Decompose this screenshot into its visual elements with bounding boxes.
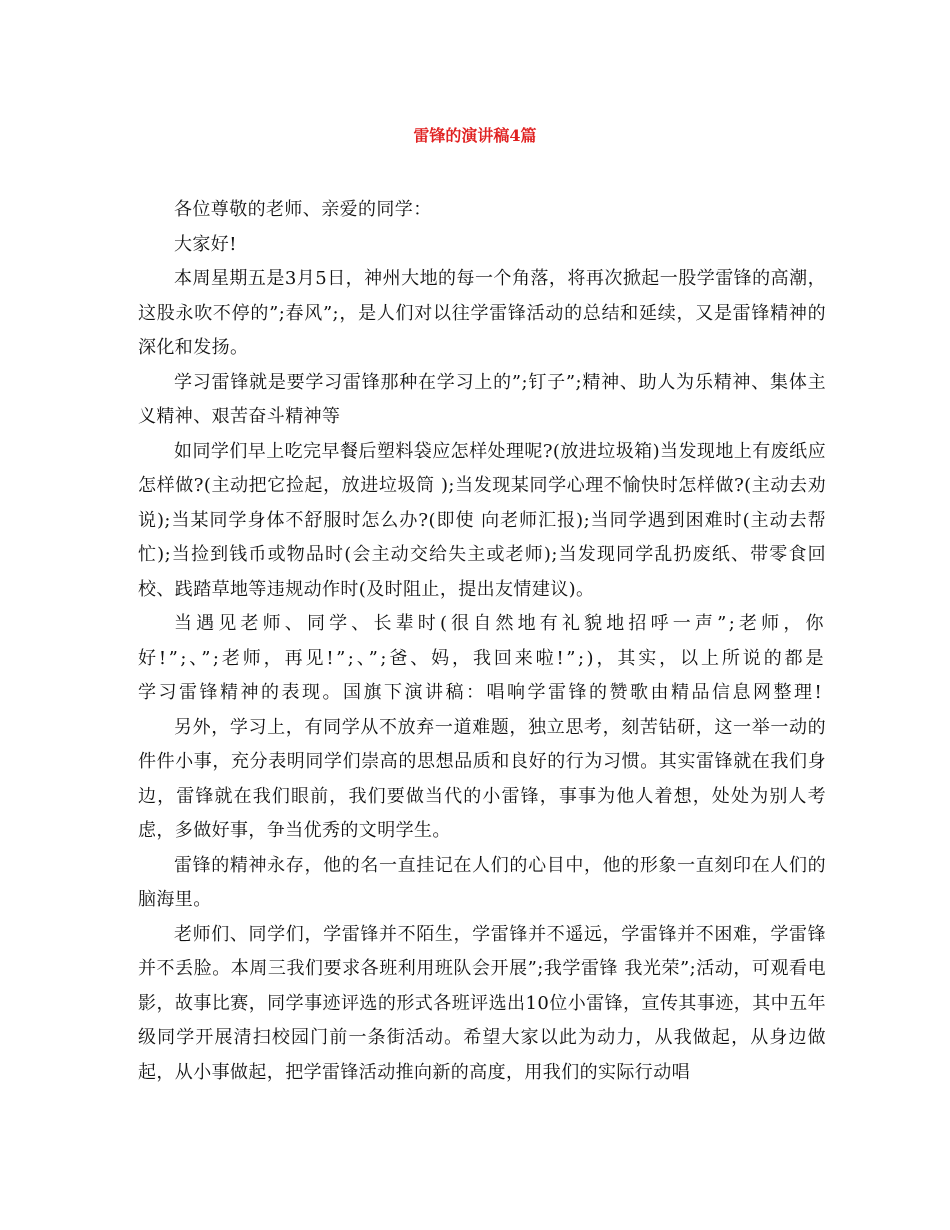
paragraph-spirit-lives: 雷锋的精神永存，他的名一直挂记在人们的心目中，他的形象一直刻印在人们的脑海里。: [138, 854, 826, 910]
paragraph-examples: 如同学们早上吃完早餐后塑料袋应怎样处理呢?(放进垃圾箱)当发现地上有废纸应怎样做?(主动把它捡起，放进垃圾筒 );当发现某同学心理不愉快时怎样做?(主动去劝说);当某同学身体不舒服时怎么办?(即使 向老师汇报);当同学遇到困难时(主动去帮忙);当捡到钱币或物品时(会主动交给失主或老师);当发现同学乱扔废纸、带零食回校、践踏草地等违规动作时(及时阻止，提出友情建议)。: [138, 440, 826, 600]
paragraph-greeting: 各位尊敬的老师、亲爱的同学：: [174, 199, 432, 220]
paragraph-study: 另外，学习上，有同学从不放弃一道难题，独立思考，刻苦钻研，这一举一动的件件小事，充分表明同学们崇高的思想品质和良好的行为习惯。其实雷锋就在我们身边，雷锋就在我们眼前，我们要做当代的小雷锋，事事为他人着想，处处为别人考虑，多做好事，争当优秀的文明学生。: [138, 716, 826, 841]
document-body: [138, 193, 826, 1090]
paragraph-intro: 本周星期五是3月5日，神州大地的每一个角落，将再次掀起一股学雷锋的高潮，这股永吹不停的”;春风”;，是人们对以往学雷锋活动的总结和延续，又是雷锋精神的深化和发扬。: [138, 268, 826, 358]
paragraph-learn-spirit: 学习雷锋就是要学习雷锋那种在学习上的”;钉子”;精神、助人为乐精神、集体主义精神、艰苦奋斗精神等: [138, 371, 826, 427]
paragraph-greetings-manners: 当遇见老师、同学、长辈时(很自然地有礼貌地招呼一声”;老师，你好!”;、”;老师，再见!”;、”;爸、妈，我回来啦!”;)，其实，以上所说的都是学习雷锋精神的表现。国旗下演讲稿：唱响学雷锋的赞歌由精品信息网整理!: [138, 613, 826, 703]
paragraph-call-to-action: 老师们、同学们，学雷锋并不陌生，学雷锋并不遥远，学雷锋并不困难，学雷锋并不丢脸。本周三我们要求各班利用班队会开展”;我学雷锋 我光荣”;活动，可观看电影，故事比赛，同学事迹评选的形式各班评选出10位小雷锋，宣传其事迹，其中五年级同学开展清扫校园门前一条街活动。希望大家以此为动力，从我做起，从身边做起，从小事做起，把学雷锋活动推向新的高度，用我们的实际行动唱: [138, 923, 826, 1083]
paragraph-hello: 大家好!: [174, 233, 237, 255]
document-title: 雷锋的演讲稿4篇: [413, 126, 537, 145]
